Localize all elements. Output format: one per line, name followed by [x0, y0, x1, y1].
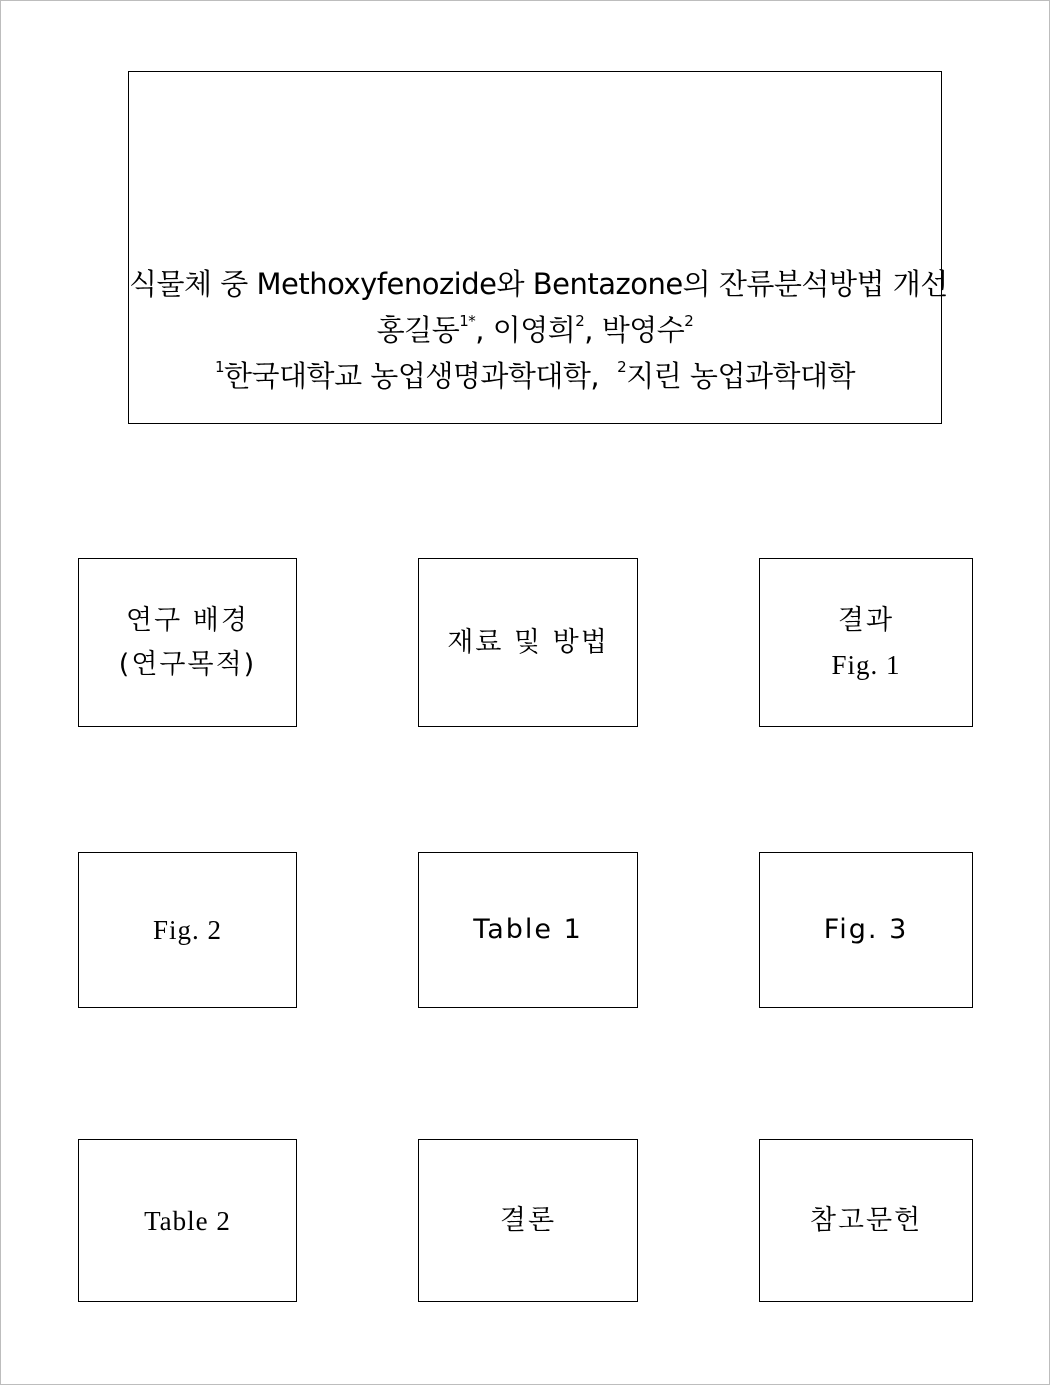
section-results-title: 결과	[837, 604, 895, 636]
figure-2-label: Fig. 2	[152, 915, 223, 945]
section-conclusion-title: 결론	[499, 1204, 557, 1236]
section-references-box	[759, 1139, 973, 1302]
affiliation-line: $^1$한국대학교 농업생명과학대학, $^2$지린 농업과학대학	[214, 358, 856, 393]
section-conclusion-box	[418, 1139, 638, 1302]
figure-2-box	[78, 852, 297, 1008]
table-1-label: Table 1	[473, 914, 583, 945]
affiliation-superscript: 1	[214, 358, 225, 376]
paper-title: 식물체 중 Methoxyfenozide와 Bentazone의 잔류분석방법 개선	[129, 267, 948, 301]
section-methods-box	[418, 558, 638, 727]
author-superscript: 2	[684, 312, 694, 330]
section-references-title: 참고문헌	[809, 1204, 923, 1236]
section-methods-title: 재료 및 방법	[447, 626, 609, 658]
author-line: 홍길동$^{1*}$, 이영희$^2$, 박영수$^2$	[376, 312, 694, 347]
author-name: 이영희	[492, 313, 576, 347]
affiliation-superscript: 2	[617, 358, 627, 376]
figure-3-box	[759, 852, 973, 1008]
affiliation-name: 지린 농업과학대학	[626, 359, 856, 393]
author-superscript: 2	[575, 312, 585, 330]
section-background-subtitle: (연구목적)	[118, 648, 257, 680]
affiliation-name: 한국대학교 농업생명과학대학	[224, 359, 591, 393]
section-background-box	[78, 558, 297, 727]
table-1-box	[418, 852, 638, 1008]
title-box	[128, 71, 948, 424]
author-name: 홍길동	[376, 313, 460, 347]
author-superscript: 1*	[459, 312, 476, 330]
figure-3-label: Fig. 3	[823, 914, 909, 945]
table-2-label: Table 2	[144, 1205, 231, 1236]
section-results-box	[759, 558, 973, 727]
table-2-box	[78, 1139, 297, 1302]
section-background-title: 연구 배경	[126, 604, 249, 636]
figure-1-label: Fig. 1	[831, 649, 901, 680]
author-name: 박영수	[601, 313, 685, 347]
